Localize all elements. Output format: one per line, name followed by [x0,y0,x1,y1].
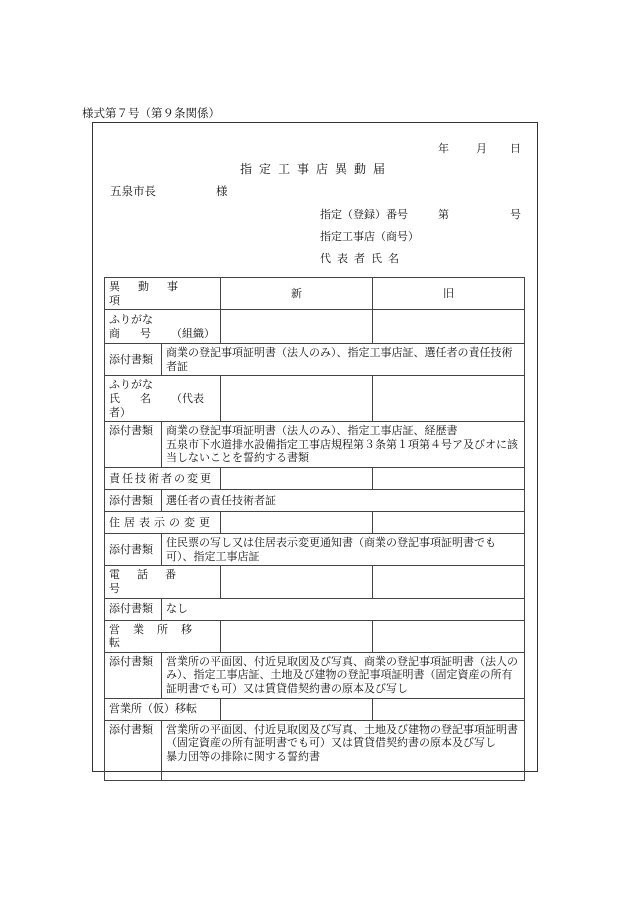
header-old: 旧 [373,278,525,310]
date-month-label: 月 [476,142,487,155]
attachments-label-7: 添付書類 [105,720,162,780]
attachments-rep-line2: 五泉市下水道排水設備指定工事店規程第３条第１項第４号ア及びオに該当しないことを誓約する書類 [166,437,518,465]
addressee-name: 五泉市長 [110,184,156,198]
addressee-honorific: 様 [216,184,228,198]
address-change-label: 住居表示の変更 [105,512,221,534]
document-title: 指定工事店異動届 [240,162,393,176]
attachments-phone: なし [162,598,525,620]
temp-office-move-new [221,698,373,720]
trade-name-label-cell [105,310,221,344]
rep-name-furigana: ふりがな [109,378,153,392]
header-item-text: 異動事項 [109,280,196,307]
rep-name-new [221,376,373,422]
address-change-old [373,512,525,534]
change-details-table [104,277,525,781]
trade-name-label: 商号 [109,326,171,340]
office-move-label: 営業所移転 [105,620,221,652]
trade-name-note: （組織） [171,326,215,340]
rep-name-label: 氏名 [109,391,171,405]
attachments-address: 住民票の写し又は住居表示変更通知書（商業の登記事項証明書でも可）、指定工事店証 [162,534,525,566]
attachments-engineer: 選任者の責任技術者証 [162,490,525,512]
phone-label: 電話番号 [105,566,221,598]
temp-office-move-label: 営業所（仮）移転 [105,698,221,720]
attachments-rep-name [162,422,525,468]
header-new: 新 [221,278,373,310]
temp-office-move-old [373,698,525,720]
rep-name-note: （代表者） [109,391,204,419]
attachments-label-3: 添付書類 [105,490,162,512]
attachments-label-6: 添付書類 [105,652,162,698]
attachments-label-5: 添付書類 [105,598,162,620]
attachments-label-4: 添付書類 [105,534,162,566]
date-year-label: 年 [438,142,449,155]
trade-name-old [373,310,525,344]
engineer-change-old [373,468,525,490]
address-change-new [221,512,373,534]
attachments-temp-office [162,720,525,780]
attachments-label-2: 添付書類 [105,422,162,468]
office-move-new [221,620,373,652]
attachments-rep-line1: 商業の登記事項証明書（法人のみ）、指定工事店証、経歴書 [166,424,458,438]
designated-shop-label: 指定工事店（商号） [320,230,419,243]
attachments-trade-name: 商業の登記事項証明書（法人のみ）、指定工事店証、選任者の責任技術者証 [162,344,525,376]
rep-name-old [373,376,525,422]
phone-old [373,566,525,598]
attachments-label-1: 添付書類 [105,344,162,376]
header-change-item [105,278,221,310]
registration-number-prefix: 第 [438,208,449,221]
trade-name-new [221,310,373,344]
representative-name-label: 代表者氏名 [320,252,405,265]
registration-number-suffix: 号 [510,208,521,221]
date-day-label: 日 [510,142,521,155]
registration-number-label: 指定（登録）番号 [320,208,408,221]
rep-name-label-cell [105,376,221,422]
attachments-temp-line1: 営業所の平面図、付近見取図及び写真、土地及び建物の登記事項証明書（固定資産の所有証明書でも可）又は賃貸借契約書の原本及び写し [166,722,518,750]
phone-new [221,566,373,598]
office-move-old [373,620,525,652]
attachments-office-move: 営業所の平面図、付近見取図及び写真、商業の登記事項証明書（法人のみ）、指定工事店証、土地及び建物の登記事項証明書（固定資産の所有証明書でも可）又は賃貸借契約書の原本及び写し [162,652,525,698]
attachments-temp-line2: 暴力団等の排除に関する誓約書 [166,749,320,763]
engineer-change-label: 責任技術者の変更 [105,468,221,490]
engineer-change-new [221,468,373,490]
trade-name-furigana: ふりがな [109,313,153,327]
form-number-caption: 様式第７号（第９条関係） [82,106,220,120]
